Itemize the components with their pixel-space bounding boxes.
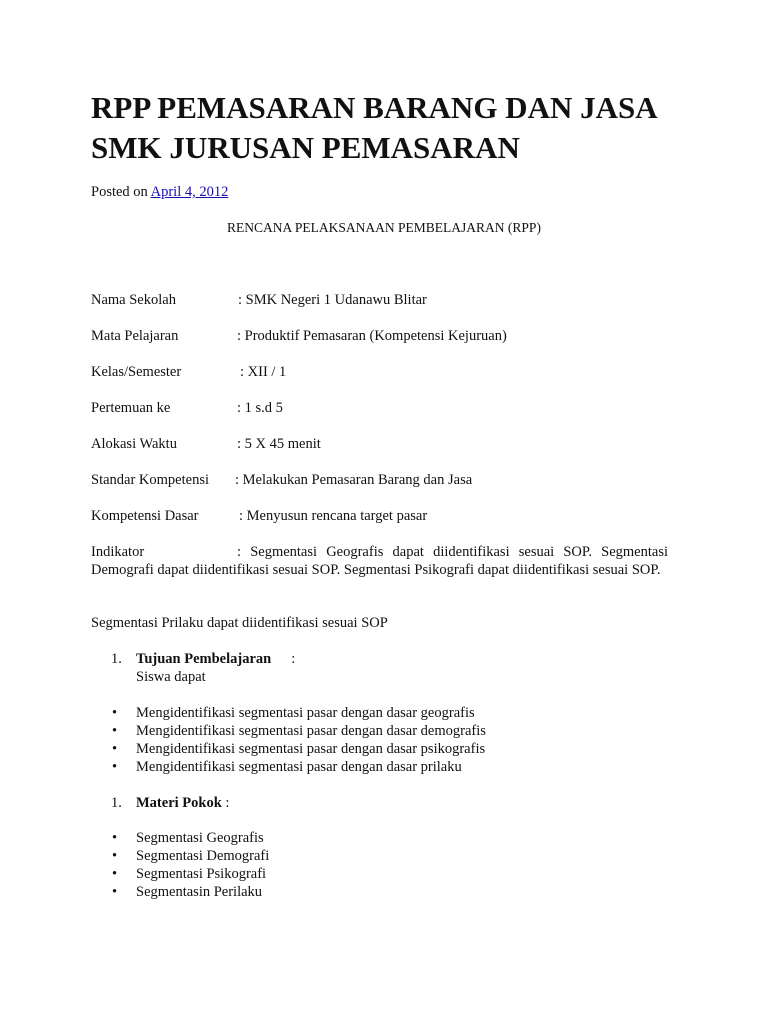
list-number: 1. bbox=[111, 795, 122, 811]
list-item bbox=[91, 758, 486, 776]
list-item bbox=[91, 847, 269, 865]
list-item bbox=[91, 704, 486, 722]
page-title bbox=[91, 88, 691, 168]
indikator-label: Indikator bbox=[91, 544, 145, 560]
list-item bbox=[91, 722, 486, 740]
indikator-text: : Segmentasi Geografis dapat diidentifikasi sesuai SOP. Segmentasi Demografi dapat diidentifikasi sesuai SOP. Segmentasi Psikografi dapat diidentifikasi sesuai SOP. bbox=[91, 544, 668, 578]
field-kompetensi-dasar bbox=[91, 507, 428, 525]
tujuan-heading-body bbox=[136, 650, 295, 686]
bullet-icon: • bbox=[112, 830, 118, 846]
field-label: Mata Pelajaran bbox=[91, 328, 179, 344]
list-item-text: Mengidentifikasi segmentasi pasar dengan dasar prilaku bbox=[136, 759, 462, 775]
tujuan-subtext: Siswa dapat bbox=[136, 669, 206, 685]
field-value: : SMK Negeri 1 Udanawu Blitar bbox=[238, 292, 427, 308]
list-item-text: Segmentasi Psikografi bbox=[136, 866, 267, 882]
bullet-icon: • bbox=[112, 866, 118, 882]
field-mata-pelajaran bbox=[91, 327, 507, 345]
list-item-text: Mengidentifikasi segmentasi pasar dengan dasar psikografis bbox=[136, 741, 486, 757]
field-value: : Melakukan Pemasaran Barang dan Jasa bbox=[235, 472, 473, 488]
tujuan-heading: Tujuan Pembelajaran bbox=[136, 651, 272, 667]
post-meta bbox=[91, 183, 228, 201]
bullet-icon: • bbox=[112, 848, 118, 864]
bullet-icon: • bbox=[112, 759, 118, 775]
materi-list bbox=[91, 829, 269, 901]
field-alokasi-waktu bbox=[91, 435, 321, 453]
segmentasi-prilaku-line: Segmentasi Prilaku dapat diidentifikasi sesuai SOP bbox=[91, 615, 388, 631]
list-item bbox=[91, 865, 269, 883]
field-value: : 5 X 45 menit bbox=[237, 436, 321, 452]
list-item-text: Segmentasin Perilaku bbox=[136, 884, 263, 900]
tujuan-colon: : bbox=[291, 651, 296, 667]
materi-colon: : bbox=[221, 795, 230, 811]
field-label: Alokasi Waktu bbox=[91, 436, 177, 452]
indikator-paragraph bbox=[91, 543, 668, 579]
field-label: Pertemuan ke bbox=[91, 400, 171, 416]
list-item-text: Mengidentifikasi segmentasi pasar dengan dasar demografis bbox=[136, 723, 486, 739]
field-label: Standar Kompetensi bbox=[91, 472, 209, 488]
field-kelas-semester bbox=[91, 363, 287, 381]
field-pertemuan bbox=[91, 399, 283, 417]
materi-heading-body bbox=[136, 794, 229, 812]
list-number: 1. bbox=[111, 651, 122, 667]
list-item-text: Segmentasi Geografis bbox=[136, 830, 264, 846]
list-item bbox=[91, 740, 486, 758]
materi-heading: Materi Pokok bbox=[136, 795, 222, 811]
title-line-1: RPP PEMASARAN BARANG DAN JASA bbox=[91, 90, 658, 125]
list-item-text: Segmentasi Demografi bbox=[136, 848, 270, 864]
field-value: : XII / 1 bbox=[240, 364, 287, 380]
tujuan-list bbox=[91, 704, 486, 776]
field-value: : 1 s.d 5 bbox=[237, 400, 283, 416]
field-nama-sekolah bbox=[91, 291, 427, 309]
bullet-icon: • bbox=[112, 705, 118, 721]
bullet-icon: • bbox=[112, 723, 118, 739]
field-label: Kelas/Semester bbox=[91, 364, 182, 380]
list-item bbox=[91, 829, 269, 847]
list-item bbox=[91, 883, 269, 901]
rpp-heading: RENCANA PELAKSANAAN PEMBELAJARAN (RPP) bbox=[227, 220, 541, 235]
field-label: Nama Sekolah bbox=[91, 292, 176, 308]
field-value: : Produktif Pemasaran (Kompetensi Kejuruan) bbox=[237, 328, 507, 344]
field-standar-kompetensi bbox=[91, 471, 473, 489]
posted-prefix: Posted on bbox=[91, 184, 151, 200]
list-item-text: Mengidentifikasi segmentasi pasar dengan dasar geografis bbox=[136, 705, 475, 721]
field-value: : Menyusun rencana target pasar bbox=[239, 508, 428, 524]
posted-date-link[interactable]: April 4, 2012 bbox=[150, 184, 229, 200]
bullet-icon: • bbox=[112, 741, 118, 757]
bullet-icon: • bbox=[112, 884, 118, 900]
field-label: Kompetensi Dasar bbox=[91, 508, 199, 524]
title-line-2: SMK JURUSAN PEMASARAN bbox=[91, 130, 520, 165]
